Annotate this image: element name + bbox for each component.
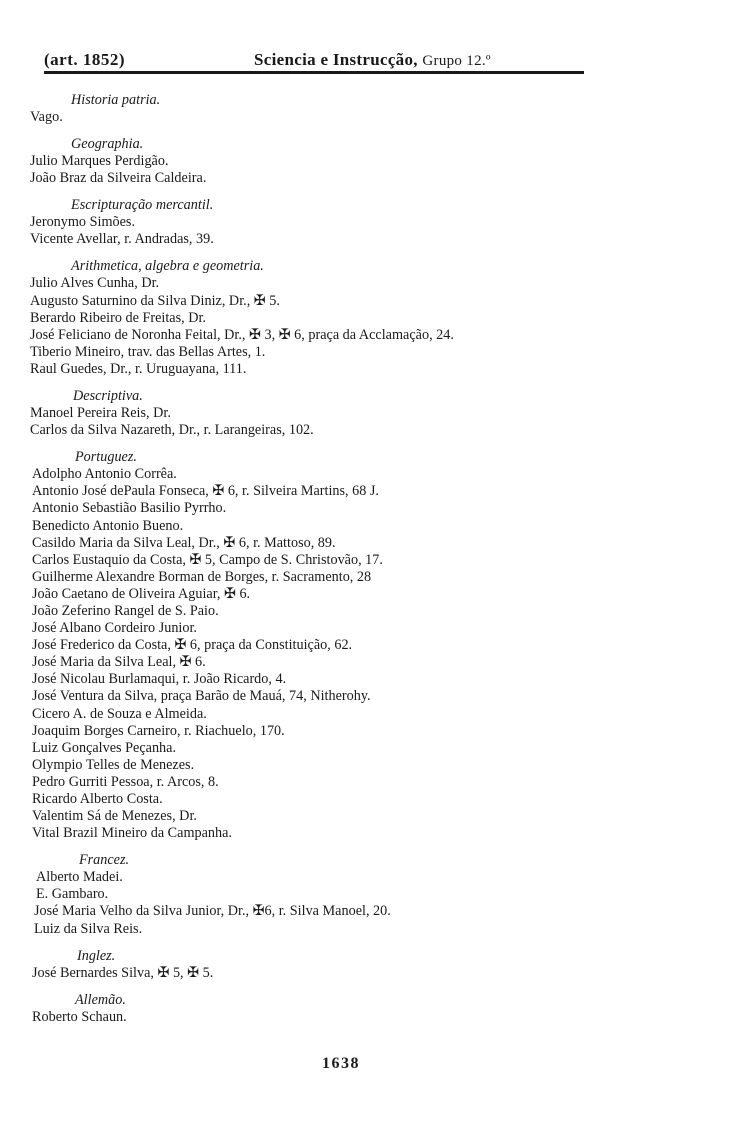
section-francez xyxy=(34,852,736,937)
section-heading: Descriptiva. xyxy=(73,388,143,405)
section-heading: Inglez. xyxy=(76,947,116,964)
list-item: José Ventura da Silva, praça Barão de Mauá, 74, Nitherohy. xyxy=(32,688,371,705)
list-item: José Feliciano de Noronha Feital, Dr., ✠ 3, ✠ 6, praça da Acclamação, 24. xyxy=(30,326,454,343)
list-item: Cicero A. de Souza e Almeida. xyxy=(32,705,207,722)
list-item: Vicente Avellar, r. Andradas, 39. xyxy=(30,231,214,248)
list-item: José Bernardes Silva, ✠ 5, ✠ 5. xyxy=(32,964,214,981)
section-historia-patria xyxy=(30,92,736,126)
list-item: Vago. xyxy=(30,109,63,125)
list-item: Alberto Madei. xyxy=(36,869,123,886)
section-escripturacao xyxy=(30,197,736,248)
list-item: Antonio José dePaula Fonseca, ✠ 6, r. Silveira Martins, 68 J. xyxy=(32,483,379,500)
list-item: Julio Alves Cunha, Dr. xyxy=(30,275,160,292)
list-item: José Nicolau Burlamaqui, r. João Ricardo, 4. xyxy=(32,671,287,688)
section-descriptiva xyxy=(30,388,736,439)
list-item: João Caetano de Oliveira Aguiar, ✠ 6. xyxy=(32,585,251,602)
list-item: Carlos da Silva Nazareth, Dr., r. Larangeiras, 102. xyxy=(30,422,314,439)
section-arithmetica xyxy=(30,258,736,378)
list-item: Guilherme Alexandre Borman de Borges, r. Sacramento, 28 xyxy=(32,568,372,585)
list-item: João Zeferino Rangel de S. Paio. xyxy=(32,602,219,619)
list-item: Berardo Ribeiro de Freitas, Dr. xyxy=(30,309,207,326)
section-heading: Historia patria. xyxy=(71,92,161,108)
list-item: Pedro Gurriti Pessoa, r. Arcos, 8. xyxy=(32,773,219,790)
section-heading: Allemão. xyxy=(75,991,126,1008)
list-item: Olympio Telles de Menezes. xyxy=(32,756,195,773)
section-inglez xyxy=(32,947,736,982)
list-item: Vital Brazil Mineiro da Campanha. xyxy=(32,825,233,842)
section-geographia xyxy=(30,136,736,187)
article-number: (art. 1852) xyxy=(44,50,126,69)
list-item: Luiz Gonçalves Peçanha. xyxy=(32,739,177,756)
section-title xyxy=(254,50,491,70)
group-label: Grupo 12.º xyxy=(422,53,491,69)
section-heading: Geographia. xyxy=(71,136,144,153)
section-heading: Portuguez. xyxy=(75,449,137,466)
list-item: Valentim Sá de Menezes, Dr. xyxy=(32,808,197,825)
list-item: José Albano Cordeiro Junior. xyxy=(32,620,197,637)
list-item: Manoel Pereira Reis, Dr. xyxy=(30,405,171,422)
list-item: Joaquim Borges Carneiro, r. Riachuelo, 170. xyxy=(32,722,285,739)
list-item: Antonio Sebastião Basilio Pyrrho. xyxy=(32,500,227,517)
list-item: Roberto Schaun. xyxy=(32,1008,127,1025)
section-heading: Arithmetica, algebra e geometria. xyxy=(71,258,264,275)
list-item: E. Gambaro. xyxy=(36,886,109,903)
page-header xyxy=(44,50,584,72)
section-heading: Francez. xyxy=(78,852,130,869)
list-item: Julio Marques Perdigão. xyxy=(30,153,169,170)
list-item: José Maria da Silva Leal, ✠ 6. xyxy=(32,654,206,671)
section-heading: Escripturação mercantil. xyxy=(71,197,214,214)
list-item: Casildo Maria da Silva Leal, Dr., ✠ 6, r. Mattoso, 89. xyxy=(32,534,336,551)
list-item: Benedicto Antonio Bueno. xyxy=(32,517,184,534)
list-item: Ricardo Alberto Costa. xyxy=(32,791,163,807)
section-portuguez xyxy=(32,449,736,842)
list-item: Adolpho Antonio Corrêa. xyxy=(32,466,177,483)
list-item: Jeronymo Simões. xyxy=(30,214,135,231)
list-item: Luiz da Silva Reis. xyxy=(34,920,143,937)
list-item: Tiberio Mineiro, trav. das Bellas Artes, 1. xyxy=(30,343,266,360)
list-item: Raul Guedes, Dr., r. Uruguayana, 111. xyxy=(30,360,247,377)
page-number: 1638 xyxy=(322,1055,360,1072)
list-item: João Braz da Silveira Caldeira. xyxy=(30,170,207,187)
list-item: Augusto Saturnino da Silva Diniz, Dr., ✠ 5. xyxy=(30,292,280,309)
section-title-text: Sciencia e Instrucção, xyxy=(254,50,418,69)
directory-list xyxy=(0,92,736,1026)
list-item: José Maria Velho da Silva Junior, Dr., ✠6, r. Silva Manoel, 20. xyxy=(34,903,391,920)
list-item: Carlos Eustaquio da Costa, ✠ 5, Campo de S. Christovão, 17. xyxy=(32,551,383,568)
list-item: José Frederico da Costa, ✠ 6, praça da Constituição, 62. xyxy=(32,637,353,654)
section-allemao xyxy=(32,991,736,1026)
header-rule xyxy=(44,71,584,74)
